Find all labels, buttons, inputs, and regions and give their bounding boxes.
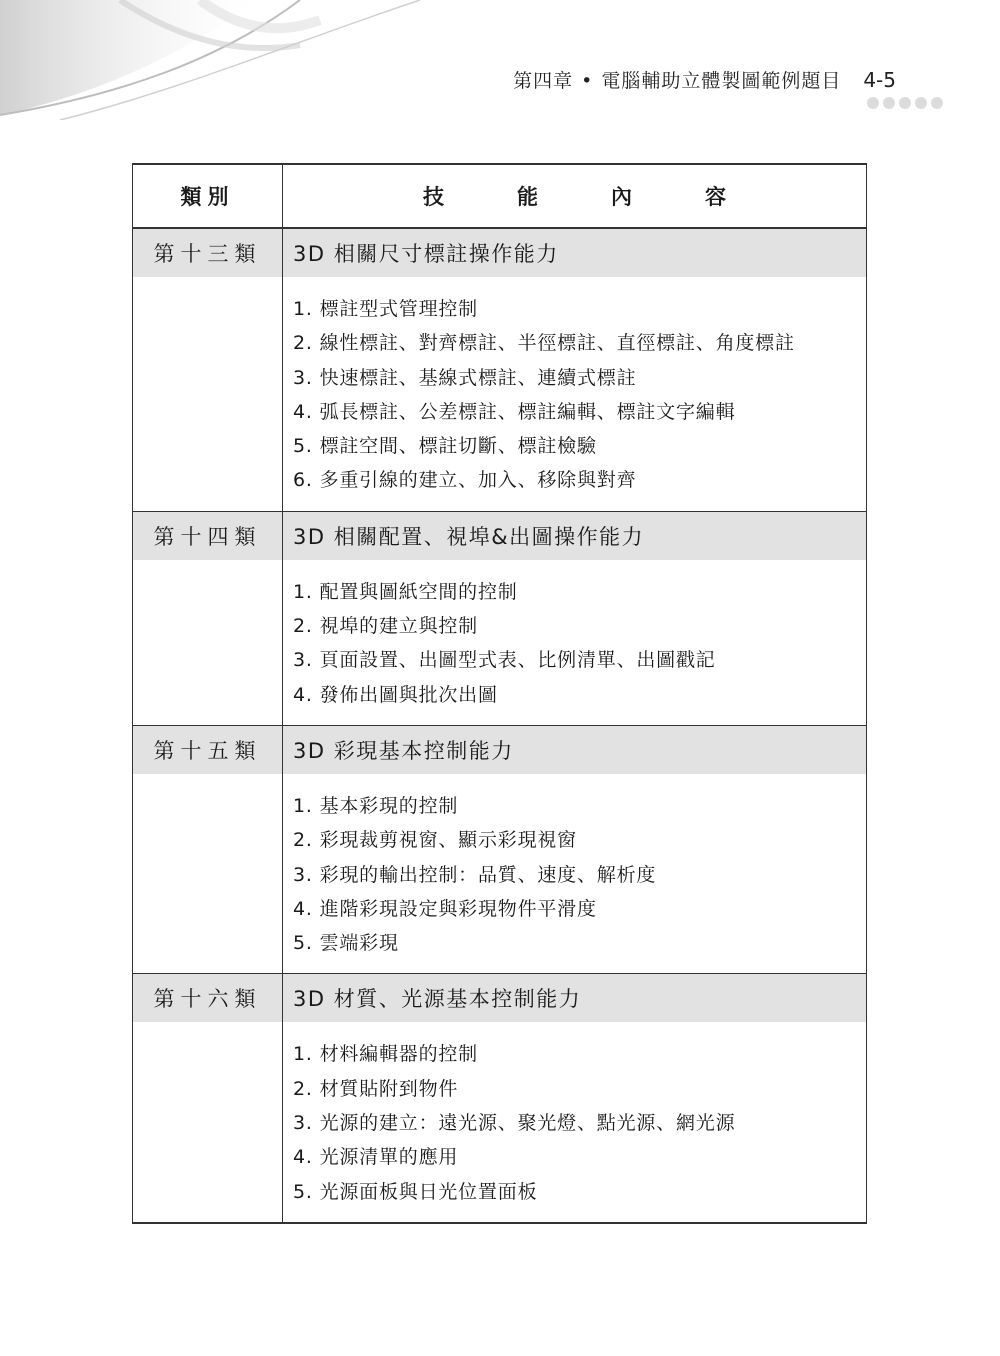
skill-column-header: 技 能 內 容 (283, 164, 867, 228)
items-row (133, 277, 867, 511)
list-item: 3. 光源的建立：遠光源、聚光燈、點光源、網光源 (293, 1112, 736, 1135)
list-item: 5. 光源面板與日光位置面板 (293, 1180, 538, 1203)
skill-items (293, 575, 866, 712)
category-name: 第十六類 (133, 974, 283, 1023)
book-title: 電腦輔助立體製圖範例題目 (601, 70, 842, 92)
skill-items (293, 1037, 866, 1208)
list-item: 6. 多重引線的建立、加入、移除與對齊 (293, 469, 637, 492)
list-item: 5. 標註空間、標註切斷、標註檢驗 (293, 435, 597, 458)
category-column-header: 類別 (133, 164, 283, 228)
category-title: 3D 彩現基本控制能力 (283, 725, 867, 774)
category-row (133, 974, 867, 1023)
category-name: 第十四類 (133, 511, 283, 560)
chapter-label: 第四章 (513, 70, 574, 92)
items-row (133, 1022, 867, 1222)
list-item: 2. 視埠的建立與控制 (293, 615, 478, 638)
category-title: 3D 相關配置、視埠&出圖操作能力 (283, 511, 867, 560)
list-item: 1. 配置與圖紙空間的控制 (293, 580, 518, 603)
table-header-row (133, 164, 867, 228)
page-dots-decoration (867, 97, 943, 109)
list-item: 5. 雲端彩現 (293, 932, 399, 955)
skill-table (132, 163, 867, 1224)
category-name: 第十三類 (133, 228, 283, 277)
category-title: 3D 相關尺寸標註操作能力 (283, 228, 867, 277)
list-item: 1. 標註型式管理控制 (293, 298, 478, 320)
category-row (133, 511, 867, 560)
list-item: 2. 彩現裁剪視窗、顯示彩現視窗 (293, 829, 577, 852)
list-item: 4. 光源清單的應用 (293, 1146, 459, 1169)
category-row (133, 725, 867, 774)
items-row (133, 560, 867, 726)
list-item: 2. 線性標註、對齊標註、半徑標註、直徑標註、角度標註 (293, 332, 795, 355)
list-item: 3. 頁面設置、出圖型式表、比例清單、出圖戳記 (293, 649, 716, 672)
list-item: 4. 發佈出圖與批次出圖 (293, 683, 498, 706)
items-row (133, 774, 867, 974)
page-number: 4-5 (863, 68, 896, 92)
list-item: 1. 基本彩現的控制 (293, 794, 459, 817)
skill-items (293, 789, 866, 960)
category-title: 3D 材質、光源基本控制能力 (283, 974, 867, 1023)
category-row (133, 228, 867, 277)
list-item: 2. 材質貼附到物件 (293, 1077, 459, 1100)
running-header (513, 66, 896, 93)
list-item: 4. 弧長標註、公差標註、標註編輯、標註文字編輯 (293, 400, 736, 423)
header-decoration (0, 0, 520, 120)
list-item: 3. 彩現的輸出控制：品質、速度、解析度 (293, 863, 657, 886)
list-item: 3. 快速標註、基線式標註、連續式標註 (293, 366, 637, 389)
header-bullet: • (581, 70, 594, 92)
category-name: 第十五類 (133, 725, 283, 774)
list-item: 1. 材料編輯器的控制 (293, 1043, 478, 1066)
skill-items (293, 292, 866, 498)
list-item: 4. 進階彩現設定與彩現物件平滑度 (293, 897, 597, 920)
